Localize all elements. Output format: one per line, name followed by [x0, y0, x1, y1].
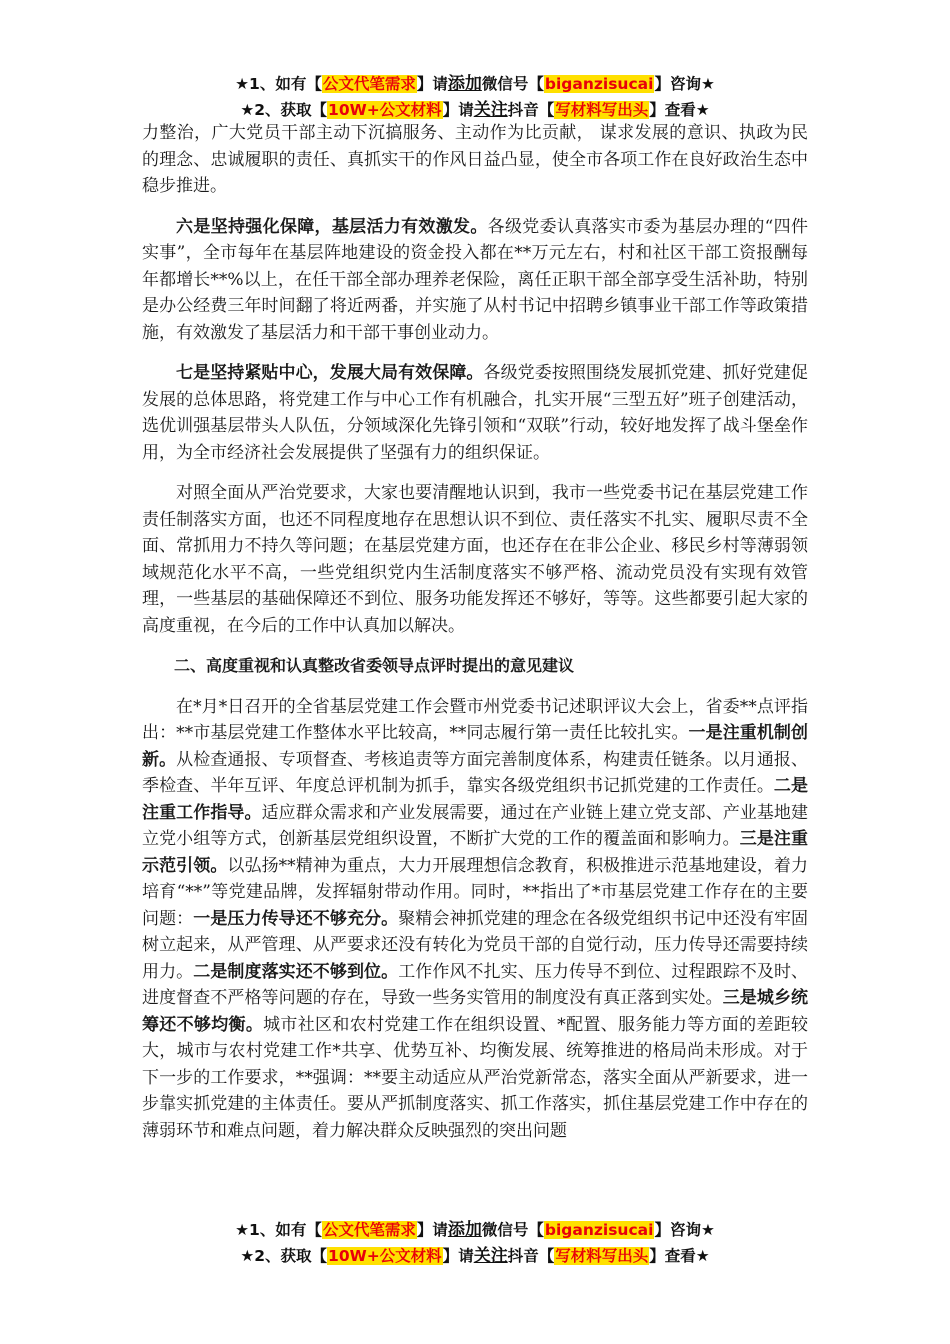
section-heading: 二、高度重视和认真整改省委领导点评时提出的意见建议	[174, 656, 575, 675]
banner-highlight: biganzisucai	[544, 1221, 654, 1239]
banner-text: 】查看★	[649, 101, 710, 119]
banner-line-1	[0, 71, 950, 97]
banner-text: 】查看★	[649, 1247, 710, 1265]
paragraph-lead: 二是注重工作指导。	[142, 776, 809, 823]
paragraph-text: 城市社区和农村党建工作在组织设置、*配置、服务能力等方面的差距较大，城市与农村党建工作*共享、优势互补、均衡发展、统筹推进的格局尚未形成。对于下一步的工作要求，**强调：**要主动适应从严治党新常态，落实全面从严新要求，进一步靠实抓党建的主体责任。要从严抓制度落实、抓工作落实，抓住基层党建工作中存在的薄弱环节和难点问题，着力解决群众反映强烈的突出问题	[142, 1014, 809, 1141]
paragraph-lead: 一是压力传导还不够充分。	[193, 908, 399, 929]
paragraph	[142, 360, 808, 466]
paragraph	[142, 694, 808, 1145]
paragraph-lead: 七是坚持紧贴中心，发展大局有效保障。	[176, 363, 484, 383]
banner-highlight: 公文代笔需求	[322, 1221, 416, 1239]
banner-emphasis: 添加	[447, 74, 482, 94]
bottom-banner	[0, 1217, 950, 1269]
paragraph-lead: 六是坚持强化保障，基层活力有效激发。	[176, 216, 488, 237]
paragraph-lead: 一是注重机制创新。	[142, 723, 809, 770]
banner-text: 】请	[442, 101, 474, 119]
banner-highlight: biganzisucai	[544, 75, 654, 93]
paragraph: 对照全面从严治党要求，大家也要清醒地认识到，我市一些党委书记在基层党建工作责任制落实方面，也还不同程度地存在思想认识不到位、责任落实不扎实、履职尽责不全面、常抓用力不持久等问题；在基层党建方面，也还存在在非公企业、移民乡村等薄弱领域规范化水平不高，一些党组织党内生活制度落实不够严格、流动党员没有实现有效管理，一些基层的基础保障还不到位、服务功能发挥还不够好，等等。这些都要引起大家的高度重视，在今后的工作中认真加以解决。	[142, 483, 808, 636]
banner-text: ★1、如有【	[235, 75, 322, 93]
banner-highlight: 写材料写出头	[555, 101, 649, 119]
banner-text: ★1、如有【	[235, 1221, 322, 1239]
banner-text: 】请	[416, 75, 448, 93]
banner-text: 微信号【	[481, 75, 544, 93]
banner-highlight: 公文代笔需求	[322, 75, 416, 93]
banner-highlight: 10W+公文材料	[328, 1247, 442, 1265]
banner-text: ★2、获取【	[240, 101, 328, 119]
banner-text: 】请	[442, 1247, 474, 1265]
banner-text: 】咨询★	[654, 1221, 715, 1239]
banner-text: 抖音【	[507, 1247, 555, 1265]
paragraph-lead: 三是注重示范引领。	[142, 829, 809, 876]
banner-line-1	[0, 1217, 950, 1243]
paragraph-lead: 二是制度落实还不够到位。	[193, 961, 399, 982]
banner-emphasis: 关注	[473, 1246, 508, 1266]
banner-text: ★2、获取【	[240, 1247, 328, 1265]
paragraph-text: 从检查通报、专项督查、考核追责等方面完善制度体系，构建责任链条。以月通报、季检查、半年互评、年度总评机制为抓手，靠实各级党组织书记抓党建的工作责任。	[142, 749, 809, 796]
banner-highlight: 10W+公文材料	[328, 101, 442, 119]
banner-text: 抖音【	[507, 101, 555, 119]
banner-emphasis: 添加	[447, 1220, 482, 1240]
paragraph-lead: 三是城乡统筹还不够均衡。	[142, 988, 809, 1035]
banner-emphasis: 关注	[473, 100, 508, 120]
banner-highlight: 写材料写出头	[555, 1247, 649, 1265]
paragraph	[142, 214, 808, 347]
document-body	[142, 120, 808, 1144]
paragraph-text: 工作作风不扎实、压力传导不到位、过程跟踪不及时、进度督查不严格等问题的存在，导致一些务实管用的制度没有真正落到实处。	[142, 961, 809, 1008]
top-banner	[0, 71, 950, 123]
paragraph: 力整治，广大党员干部主动下沉搞服务、主动作为比贡献， 谋求发展的意识、执政为民的理念、忠诚履职的责任、真抓实干的作风日益凸显，使全市各项工作在良好政治生态中稳步推进。	[142, 123, 808, 196]
paragraph-text: 聚精会神抓党建的理念在各级党组织书记中还没有牢固树立起来，从严管理、从严要求还没有转化为党员干部的自觉行动，压力传导还需要持续用力。	[142, 908, 809, 982]
banner-text: 】咨询★	[654, 75, 715, 93]
banner-line-2	[0, 1243, 950, 1269]
paragraph-text: 以弘扬**精神为重点，大力开展理想信念教育，积极推进示范基地建设，着力培育“**”等党建品牌，发挥辐射带动作用。同时，**指出了*市基层党建工作存在的主要问题：	[142, 855, 809, 929]
paragraph-text: 各级党委认真落实市委为基层办理的“四件实事”，全市每年在基层阵地建设的资金投入都在**万元左右，村和社区干部工资报酬每年都增长**%以上，在任干部全部办理养老保险，离任正职干部全部享受生活补助，特别是办公经费三年时间翻了将近两番，并实施了从村书记中招聘乡镇事业干部工作等政策措施，有效激发了基层活力和干部干事创业动力。	[142, 216, 808, 343]
paragraph-text: 各级党委按照围绕发展抓党建、抓好党建促发展的总体思路，将党建工作与中心工作有机融合，扎实开展“三型五好”班子创建活动，选优训强基层带头人队伍，分领域深化先锋引领和“双联”行动，较好地发挥了战斗堡垒作用，为全市经济社会发展提供了坚强有力的组织保证。	[142, 363, 808, 463]
paragraph-text: 适应群众需求和产业发展需要，通过在产业链上建立党支部、产业基地建立党小组等方式，创新基层党组织设置，不断扩大党的工作的覆盖面和影响力。	[142, 802, 809, 849]
banner-text: 微信号【	[481, 1221, 544, 1239]
banner-text: 】请	[416, 1221, 448, 1239]
paragraph-text: 在*月*日召开的全省基层党建工作会暨市州党委书记述职评议大会上，省委**点评指出：**市基层党建工作整体水平比较高，**同志履行第一责任比较扎实。	[142, 696, 808, 743]
